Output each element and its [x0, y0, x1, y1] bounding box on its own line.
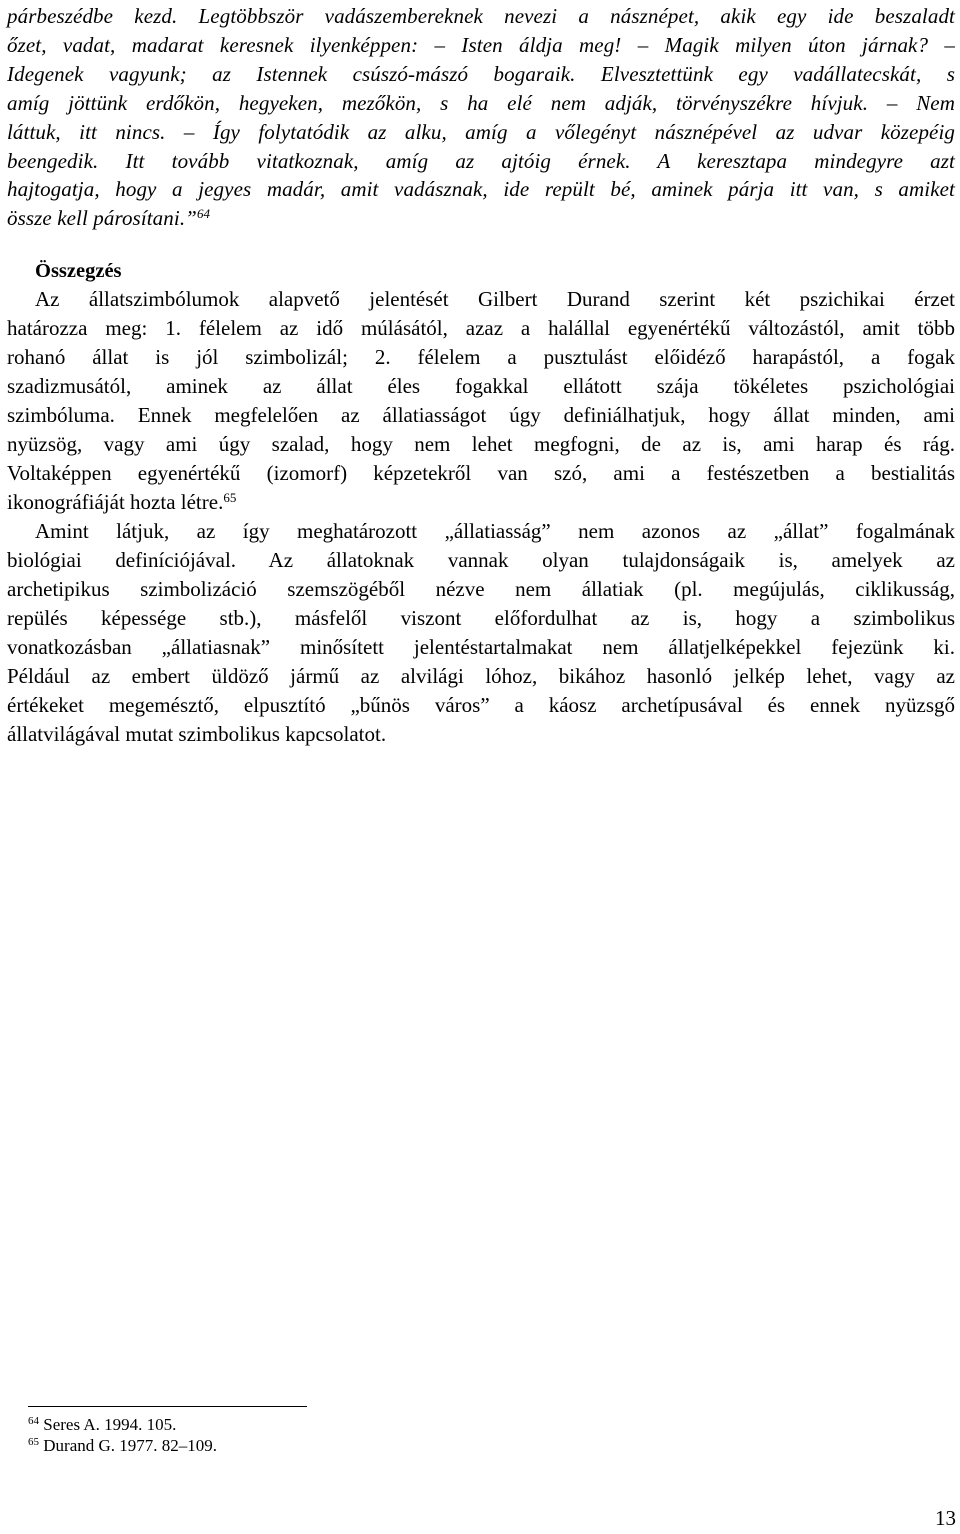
body-line-text: ikonográfiáját hozta létre. — [7, 490, 224, 514]
body-line: nyüzsög, vagy ami úgy szalad, hogy nem lehet megfogni, de az is, ami harap és rág. — [7, 432, 955, 456]
footnote-64 — [28, 1414, 217, 1435]
body-line: rohanó állat is jól szimbolizál; 2. félelem a pusztulást előidéző harapástól, a fogak — [7, 345, 955, 369]
footnote-ref-64[interactable]: 64 — [196, 206, 211, 222]
body-line: Voltaképpen egyenértékű (izomorf) képzetekről van szó, ami a festészetben a bestialitás — [7, 461, 955, 485]
footnote-separator — [28, 1406, 307, 1407]
footnote-number: 64 — [28, 1415, 39, 1427]
quote-line: Idegenek vagyunk; az Istennek csúszó-mászó bogaraik. Elvesztettünk egy vadállatecskát, s — [7, 61, 955, 86]
quote-line: párbeszédbe kezd. Legtöbbször vadászembereknek nevezi a násznépet, akik egy ide beszaladt — [7, 4, 955, 28]
quote-line: láttuk, itt nincs. – Így folytatódik az alku, amíg a vőlegényt násznépével az udvar közepéig — [7, 119, 955, 144]
footnote-text: Seres A. 1994. 105. — [43, 1415, 177, 1434]
body-line: határozza meg: 1. félelem az idő múlásától, azaz a halállal egyenértékű változástól, amit több — [7, 316, 955, 340]
body-line-last — [7, 488, 955, 517]
quote-line-last — [7, 204, 955, 233]
body-line: Az állatszimbólumok alapvető jelentését Gilbert Durand szerint két pszichikai érzet — [35, 287, 955, 311]
quote-line: amíg jöttünk erdőkön, hegyeken, mezőkön, s ha elé nem adják, törvényszékre hívjuk. – Nem — [7, 90, 955, 115]
body-line: állatvilágával mutat szimbolikus kapcsolatot. — [7, 722, 387, 746]
quote-line: őzet, vadat, madarat keresnek ilyenképpen: – Isten áldja meg! – Magik milyen úton járnak? – — [7, 32, 955, 57]
footnote-ref-65[interactable]: 65 — [223, 490, 237, 505]
quoted-passage — [7, 2, 955, 233]
page-number: 13 — [935, 1506, 956, 1530]
footnote-number: 65 — [28, 1436, 39, 1448]
footnote-65 — [28, 1435, 217, 1456]
body-text — [7, 285, 955, 749]
body-line: szimbóluma. Ennek megfelelően az állatiasságot úgy definiálhatjuk, hogy állat minden, ami — [7, 403, 955, 427]
body-line: repülés képessége stb.), másfelől viszont előfordulhat az is, hogy a szimbolikus — [7, 606, 955, 630]
body-line: értékeket megemésztő, elpusztító „bűnös város” a káosz archetípusával és ennek nyüzsgő — [7, 693, 955, 717]
section-heading: Összegzés — [35, 260, 122, 282]
quote-line: hajtogatja, hogy a jegyes madár, amit vadásznak, ide repült bé, aminek párja itt van, s amiket — [7, 177, 955, 202]
body-line: vonatkozásban „állatiasnak” minősített jelentéstartalmakat nem állatjelképekkel fejezünk ki. — [7, 635, 955, 659]
quote-line-text: össze kell párosítani.” — [7, 206, 197, 231]
footnote-text: Durand G. 1977. 82–109. — [43, 1436, 218, 1455]
quote-line: beengedik. Itt tovább vitatkoznak, amíg az ajtóig érnek. A keresztapa mindegyre azt — [7, 148, 955, 173]
body-line: Például az embert üldöző jármű az alvilági lóhoz, bikához hasonló jelkép lehet, vagy az — [7, 664, 955, 688]
body-line: archetipikus szimbolizáció szemszögéből nézve nem állatiak (pl. megújulás, ciklikusság, — [7, 577, 955, 601]
body-line: Amint látjuk, az így meghatározott „állatiasság” nem azonos az „állat” fogalmának — [35, 519, 955, 543]
body-line: biológiai definíciójával. Az állatoknak vannak olyan tulajdonságaik is, amelyek az — [7, 548, 955, 572]
body-line: szadizmusától, aminek az állat éles fogakkal ellátott szája tökéletes pszichológiai — [7, 374, 955, 398]
footnotes — [28, 1414, 217, 1456]
